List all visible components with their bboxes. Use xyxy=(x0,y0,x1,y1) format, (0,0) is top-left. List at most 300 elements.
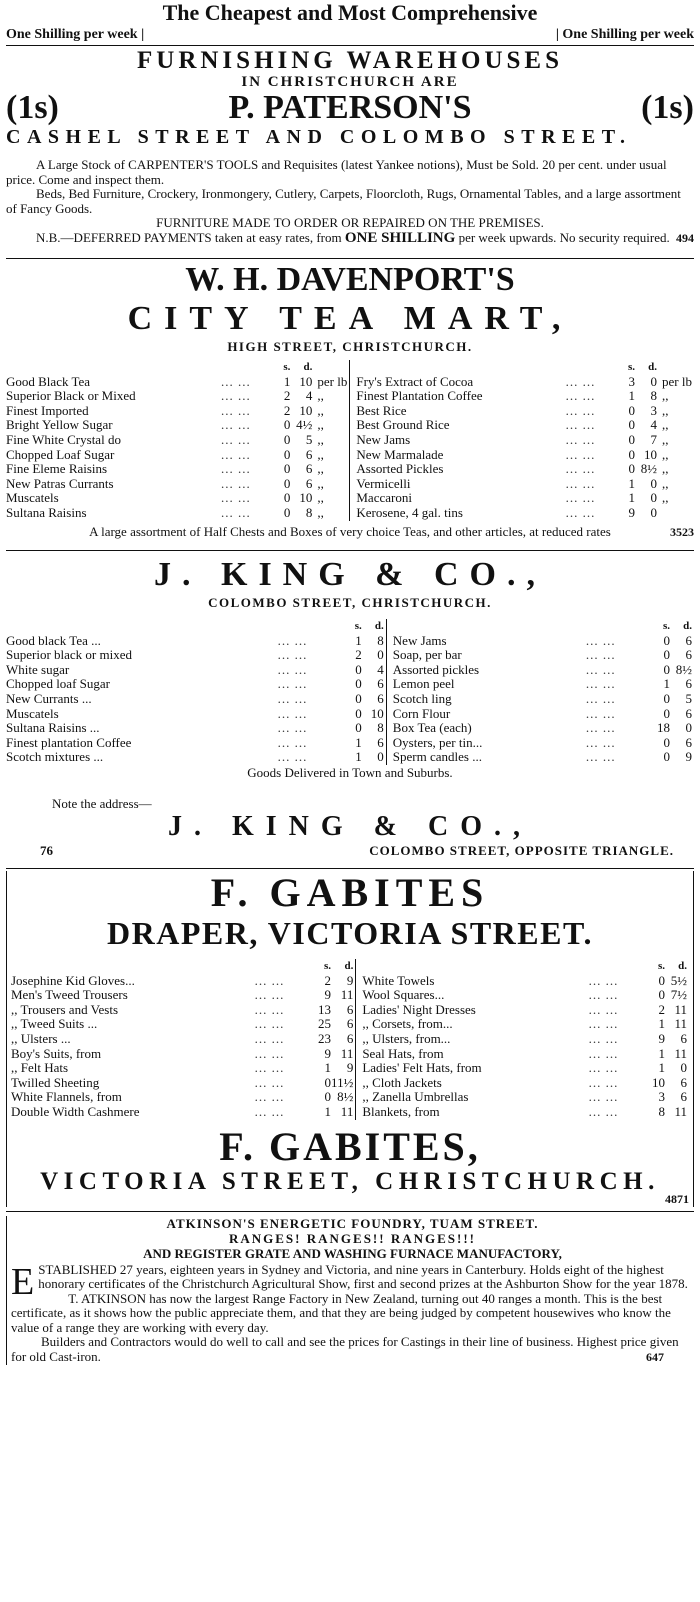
leader-dots: ... ... xyxy=(254,1016,285,1032)
table-row xyxy=(6,707,694,722)
price-shillings: 1 xyxy=(658,1060,665,1076)
leader-dots: ... ... xyxy=(277,661,308,677)
davenport-footer: A large assortment of Half Chests and Boxes of very choice Teas, and other articles, at reduced rates xyxy=(89,523,611,539)
atkinson-paragraph-3: Builders and Contractors would do well to call and see the prices for Castings in their line of business. Highest price given for old Cast-iron. xyxy=(11,1334,679,1364)
price-pence: 11 xyxy=(674,1016,687,1032)
atkinson-subtitle: AND REGISTER GRATE AND WASHING FURNACE MANUFACTORY, xyxy=(143,1245,562,1261)
pence-header: d. xyxy=(683,620,692,633)
leader-dots: ... ... xyxy=(585,691,616,706)
leader-dots: ... ... xyxy=(565,373,596,389)
item-name: Oysters, per tin... xyxy=(392,734,483,750)
price-shillings: 0 xyxy=(283,475,291,491)
price-pence: 8 xyxy=(377,720,384,736)
price-pence: 0 xyxy=(680,1060,687,1076)
item-name: Good black Tea ... xyxy=(6,632,101,648)
king-address: COLOMBO STREET, CHRISTCHURCH. xyxy=(208,595,492,611)
price-unit: ,, xyxy=(662,388,669,404)
item-name: Scotch mixtures ... xyxy=(6,749,104,765)
divider xyxy=(6,258,694,259)
price-pence: 4 xyxy=(377,661,384,677)
leader-dots: ... ... xyxy=(588,972,619,988)
price-pence: 7 xyxy=(650,431,657,447)
leader-dots: ... ... xyxy=(254,1103,285,1119)
price-pence: 10 xyxy=(299,373,313,389)
table-row xyxy=(6,418,694,433)
leader-dots xyxy=(255,959,311,974)
item-name: Seal Hats, from xyxy=(362,1045,444,1061)
pence-header: d. xyxy=(344,959,354,972)
item-name: Superior Black or Mixed xyxy=(6,388,136,404)
pence-header: d. xyxy=(648,361,657,373)
pence-header: d. xyxy=(678,959,687,972)
price-pence: 6 xyxy=(346,1016,354,1032)
shilling-left: One Shilling per week | xyxy=(6,27,145,42)
item-name: Assorted Pickles xyxy=(356,461,444,477)
leader-dots: ... ... xyxy=(585,749,616,765)
item-name: Maccaroni xyxy=(356,490,412,506)
atkinson-p1-text: STABLISHED 27 years, eighteen years in Sydney and Victoria, and nine years in Canterbury. Holds eight of the highest honorary certificates of the Christchurch Agricultural Show, first and second prizes at the Ashburton Show for the year 1878. xyxy=(38,1261,688,1291)
table-row xyxy=(6,677,694,692)
price-unit: ,, xyxy=(317,490,324,506)
king-name-2: J. KING & CO., xyxy=(168,810,532,842)
price-pence: 11 xyxy=(674,1045,687,1061)
price-pence: 11 xyxy=(340,1045,354,1061)
table-row xyxy=(11,1076,689,1091)
king-footer: Goods Delivered in Town and Suburbs. xyxy=(247,764,453,780)
leader-dots xyxy=(586,619,650,634)
price-shillings: 2 xyxy=(355,647,362,663)
price-pence: 6 xyxy=(377,734,384,750)
item-name: Corn Flour xyxy=(392,705,451,721)
davenport-name: W. H. DAVENPORT'S xyxy=(185,261,515,298)
shillings-header: s. xyxy=(354,620,362,633)
price-pence: 5 xyxy=(685,691,692,706)
item-column-header xyxy=(11,959,255,974)
price-pence: 6 xyxy=(346,1001,354,1017)
price-mark-left: (1s) xyxy=(6,89,59,126)
item-name: ,, Corsets, from... xyxy=(362,1016,453,1032)
table-row xyxy=(6,404,694,419)
leader-dots: ... ... xyxy=(254,1089,285,1105)
price-pence: 11 xyxy=(674,1001,687,1017)
price-unit: ,, xyxy=(317,402,324,418)
price-shillings: 0 xyxy=(663,749,670,765)
davenport-price-list xyxy=(6,360,694,521)
price-shillings: 0 xyxy=(663,647,670,663)
gabites-advertisement xyxy=(6,871,694,1207)
price-shillings: 3 xyxy=(628,373,635,389)
price-mark-right: (1s) xyxy=(641,89,694,126)
price-unit: ,, xyxy=(662,475,669,491)
leader-dots: ... ... xyxy=(277,705,308,721)
leader-dots: ... ... xyxy=(254,1001,285,1017)
price-shillings: 0 xyxy=(324,1074,332,1090)
leader-dots: ... ... xyxy=(585,705,616,721)
item-name: Ladies' Night Dresses xyxy=(362,1001,476,1017)
leader-dots: ... ... xyxy=(277,676,308,692)
table-row xyxy=(11,1003,689,1018)
price-shillings: 0 xyxy=(355,720,362,736)
price-pence: 5 xyxy=(305,431,313,447)
item-name: New Currants ... xyxy=(6,691,92,706)
leader-dots: ... ... xyxy=(588,987,619,1003)
price-pence: 9 xyxy=(346,1060,354,1076)
leader-dots: ... ... xyxy=(277,749,308,765)
davenport-price-rows xyxy=(6,360,694,521)
price-shillings: 0 xyxy=(283,490,291,506)
price-pence: 11 xyxy=(340,987,354,1003)
king-price-rows xyxy=(6,619,694,765)
gabites-address-2: VICTORIA STREET, CHRISTCHURCH. xyxy=(40,1167,660,1195)
price-shillings: 0 xyxy=(355,661,362,677)
item-column-header xyxy=(6,360,221,375)
table-row xyxy=(6,375,694,390)
pence-header: d. xyxy=(303,361,313,373)
paterson-paragraph-2: Beds, Bed Furniture, Crockery, Ironmongery, Cutlery, Carpets, Floorcloth, Rugs, Ornamental Tables, and a large assortment of Fancy Goods. xyxy=(6,186,681,216)
price-shillings: 1 xyxy=(355,632,362,648)
table-row xyxy=(6,448,694,463)
leader-dots: ... ... xyxy=(221,402,251,418)
king-price-list xyxy=(6,619,694,765)
leader-dots: ... ... xyxy=(221,446,251,462)
price-shillings: 0 xyxy=(628,417,635,433)
price-pence: 6 xyxy=(346,1030,354,1046)
price-unit: ,, xyxy=(662,446,669,462)
price-shillings: 0 xyxy=(283,504,291,520)
table-row xyxy=(6,462,694,477)
column-header-row xyxy=(6,360,694,375)
price-pence: 0 xyxy=(377,749,384,765)
item-name: Josephine Kid Gloves... xyxy=(11,972,135,988)
price-shillings: 0 xyxy=(663,632,670,648)
table-row xyxy=(11,1061,689,1076)
pence-header: d. xyxy=(374,620,384,633)
divider xyxy=(6,1211,694,1212)
item-name: Good Black Tea xyxy=(6,373,91,389)
paterson-shilling-row xyxy=(6,26,694,43)
price-shillings: 0 xyxy=(658,987,665,1003)
leader-dots: ... ... xyxy=(565,461,596,477)
paterson-paragraph-4 xyxy=(6,231,694,246)
price-pence: 6 xyxy=(680,1089,687,1105)
table-row xyxy=(6,750,694,765)
paterson-p4b: ONE SHILLING xyxy=(344,229,456,246)
king-address-2: COLOMBO STREET, OPPOSITE TRIANGLE. xyxy=(369,842,674,858)
price-pence: 6 xyxy=(305,475,313,491)
item-name: Muscatels xyxy=(6,490,59,506)
price-shillings: 0 xyxy=(663,705,670,721)
table-row xyxy=(6,491,694,506)
leader-dots: ... ... xyxy=(277,647,308,663)
item-name: Double Width Cashmere xyxy=(11,1103,140,1119)
price-shillings: 0 xyxy=(663,734,670,750)
price-shillings: 1 xyxy=(658,1016,665,1032)
leader-dots: ... ... xyxy=(588,1045,619,1061)
leader-dots: ... ... xyxy=(588,1103,619,1119)
item-name: Ladies' Felt Hats, from xyxy=(362,1060,482,1076)
price-shillings: 1 xyxy=(663,676,670,692)
price-unit: ,, xyxy=(662,461,669,477)
price-pence: 4 xyxy=(650,417,657,433)
gabites-name-2: F. GABITES, xyxy=(219,1123,481,1169)
item-name: Bright Yellow Sugar xyxy=(6,417,113,433)
price-shillings: 0 xyxy=(663,661,670,677)
item-name: Boy's Suits, from xyxy=(11,1045,102,1061)
divider xyxy=(6,45,694,46)
leader-dots: ... ... xyxy=(221,373,251,389)
item-name: White Towels xyxy=(362,972,435,988)
leader-dots: ... ... xyxy=(585,720,616,736)
price-shillings: 9 xyxy=(658,1030,665,1046)
king-number: 76 xyxy=(40,842,53,858)
leader-dots: ... ... xyxy=(277,632,308,648)
paterson-headline: The Cheapest and Most Comprehensive xyxy=(162,0,538,25)
king-advertisement xyxy=(6,555,694,858)
shillings-header: s. xyxy=(283,361,291,373)
price-pence: 0 xyxy=(650,475,657,491)
shilling-right: | One Shilling per week xyxy=(555,27,694,42)
table-row xyxy=(11,988,689,1003)
leader-dots xyxy=(221,360,270,375)
unit-column-header xyxy=(314,360,350,375)
price-shillings: 0 xyxy=(283,461,291,477)
price-shillings: 0 xyxy=(283,431,291,447)
table-row xyxy=(6,692,694,707)
price-pence: 6 xyxy=(685,647,692,663)
price-pence: 6 xyxy=(685,676,692,692)
leader-dots: ... ... xyxy=(588,1074,619,1090)
item-name: ,, Tweed Suits ... xyxy=(11,1016,98,1032)
price-unit: ,, xyxy=(662,490,669,506)
paterson-paragraph-3: FURNITURE MADE TO ORDER OR REPAIRED ON THE PREMISES. xyxy=(156,215,544,230)
leader-dots xyxy=(589,959,645,974)
leader-dots: ... ... xyxy=(221,431,251,447)
leader-dots: ... ... xyxy=(277,691,308,706)
price-pence: 6 xyxy=(680,1030,687,1046)
leader-dots: ... ... xyxy=(221,461,251,477)
item-name: New Patras Currants xyxy=(6,475,114,491)
table-row xyxy=(6,389,694,404)
price-pence: 9 xyxy=(685,749,692,765)
item-name: Scotch ling xyxy=(392,691,452,706)
king-name: J. KING & CO., xyxy=(154,556,546,594)
item-name: Wool Squares... xyxy=(362,987,445,1003)
price-pence: 6 xyxy=(305,461,313,477)
price-shillings: 9 xyxy=(324,1045,332,1061)
item-name: Lemon peel xyxy=(392,676,455,692)
unit-column-header xyxy=(659,360,694,375)
gabites-price-list xyxy=(11,959,689,1120)
leader-dots: ... ... xyxy=(585,661,616,677)
shillings-header: s. xyxy=(657,959,665,972)
leader-dots: ... ... xyxy=(565,417,596,433)
price-unit: ,, xyxy=(317,417,324,433)
gabites-price-rows xyxy=(11,959,689,1120)
item-name: Finest Plantation Coffee xyxy=(356,388,483,404)
item-name: Chopped Loaf Sugar xyxy=(6,446,115,462)
paterson-number: 494 xyxy=(676,231,694,245)
table-row xyxy=(6,663,694,678)
table-row xyxy=(6,648,694,663)
price-pence: 0 xyxy=(650,504,657,520)
price-pence: 6 xyxy=(305,446,313,462)
item-column-header xyxy=(393,619,586,634)
leader-dots: ... ... xyxy=(254,1074,285,1090)
price-shillings: 1 xyxy=(283,373,291,389)
price-unit xyxy=(659,506,694,521)
leader-dots: ... ... xyxy=(585,676,616,692)
atkinson-ranges: RANGES! RANGES!! RANGES!!! xyxy=(228,1230,476,1246)
leader-dots: ... ... xyxy=(565,490,596,506)
price-shillings: 0 xyxy=(663,691,670,706)
leader-dots: ... ... xyxy=(254,1060,285,1076)
item-name: New Jams xyxy=(356,431,411,447)
davenport-advertisement xyxy=(6,261,694,540)
column-header-row xyxy=(11,959,689,974)
price-shillings: 0 xyxy=(658,972,665,988)
price-pence: 6 xyxy=(685,705,692,721)
price-shillings: 0 xyxy=(628,461,635,477)
item-name: ,, Trousers and Vests xyxy=(11,1001,119,1017)
item-name: Finest plantation Coffee xyxy=(6,734,132,750)
price-pence: 5½ xyxy=(670,972,687,988)
leader-dots: ... ... xyxy=(254,987,285,1003)
item-column-header xyxy=(356,360,565,375)
leader-dots: ... ... xyxy=(254,1030,285,1046)
atkinson-number: 647 xyxy=(646,1350,664,1364)
leader-dots: ... ... xyxy=(585,632,616,648)
item-name: New Jams xyxy=(392,632,447,648)
table-row xyxy=(6,721,694,736)
leader-dots: ... ... xyxy=(221,475,251,491)
table-row xyxy=(11,1105,689,1120)
price-shillings: 0 xyxy=(628,402,635,418)
table-row xyxy=(11,1032,689,1047)
atkinson-paragraph-1 xyxy=(11,1260,694,1303)
leader-dots xyxy=(278,619,342,634)
paterson-advertisement xyxy=(6,0,694,246)
item-name: Sultana Raisins ... xyxy=(6,720,100,736)
item-name: White sugar xyxy=(6,661,70,677)
item-name: ,, Ulsters ... xyxy=(11,1030,71,1046)
gabites-name: F. GABITES xyxy=(210,869,490,915)
paterson-name: P. PATERSON'S xyxy=(228,89,472,126)
price-pence: 6 xyxy=(377,691,384,706)
leader-dots: ... ... xyxy=(277,720,308,736)
table-row xyxy=(11,1090,689,1105)
price-pence: 10 xyxy=(299,490,313,506)
price-pence: 3 xyxy=(650,402,657,418)
king-address-row xyxy=(6,843,694,858)
price-shillings: 1 xyxy=(628,475,635,491)
table-row xyxy=(6,736,694,751)
price-pence: 4 xyxy=(305,388,313,404)
price-shillings: 8 xyxy=(658,1103,665,1119)
price-shillings: 0 xyxy=(355,705,362,721)
davenport-title: CITY TEA MART, xyxy=(127,300,573,337)
price-unit: ,, xyxy=(662,402,669,418)
divider xyxy=(6,868,694,869)
price-pence: 8 xyxy=(305,504,313,520)
price-unit: per lb xyxy=(662,373,692,389)
price-shillings: 0 xyxy=(283,446,291,462)
leader-dots xyxy=(566,360,615,375)
price-pence: 4½ xyxy=(296,417,313,433)
item-name: Vermicelli xyxy=(356,475,411,491)
table-row xyxy=(6,433,694,448)
price-shillings: 1 xyxy=(355,749,362,765)
price-unit: ,, xyxy=(317,431,324,447)
davenport-number: 3523 xyxy=(670,525,694,540)
item-column-header xyxy=(6,619,278,634)
item-name: Blankets, from xyxy=(362,1103,440,1119)
price-shillings: 1 xyxy=(324,1103,332,1119)
price-shillings: 18 xyxy=(657,720,670,736)
price-unit: ,, xyxy=(317,461,324,477)
price-pence: 0 xyxy=(685,720,692,736)
price-shillings: 2 xyxy=(324,972,332,988)
item-name: ,, Ulsters, from... xyxy=(362,1030,451,1046)
item-name: Muscatels xyxy=(6,705,59,721)
shillings-header: s. xyxy=(324,959,332,972)
price-pence: 10 xyxy=(299,402,313,418)
price-pence: 8 xyxy=(650,388,657,404)
price-pence: 7½ xyxy=(670,987,687,1003)
leader-dots: ... ... xyxy=(565,504,596,520)
price-pence: 0 xyxy=(650,490,657,506)
leader-dots: ... ... xyxy=(221,490,251,506)
shillings-header: s. xyxy=(662,620,670,633)
paterson-title: FURNISHING WAREHOUSES xyxy=(137,47,563,74)
price-shillings: 1 xyxy=(355,734,362,750)
item-name: Fine Eleme Raisins xyxy=(6,461,108,477)
paterson-p4c: per week upwards. No security required. xyxy=(458,229,670,245)
leader-dots: ... ... xyxy=(585,647,616,663)
item-name: Kerosene, 4 gal. tins xyxy=(356,504,463,520)
item-name: White Flannels, from xyxy=(11,1089,122,1105)
table-row xyxy=(6,477,694,492)
atkinson-title: ATKINSON'S ENERGETIC FOUNDRY, TUAM STREET. xyxy=(166,1215,539,1231)
item-name: New Marmalade xyxy=(356,446,444,462)
price-pence: 8 xyxy=(377,632,384,648)
price-pence: 10 xyxy=(644,446,657,462)
item-name: Sultana Raisins xyxy=(6,504,87,520)
table-row xyxy=(11,974,689,989)
item-column-header xyxy=(362,959,588,974)
davenport-address: HIGH STREET, CHRISTCHURCH. xyxy=(227,339,473,354)
leader-dots: ... ... xyxy=(565,446,596,462)
price-pence: 9 xyxy=(346,972,354,988)
price-pence: 6 xyxy=(377,676,384,692)
price-unit: ,, xyxy=(662,431,669,447)
price-pence: 0 xyxy=(650,373,657,389)
atkinson-paragraph-2: T. ATKINSON has now the largest Range Factory in New Zealand, turning out 40 ranges a month. This is the best certificate, as it shows how the public appreciate them, and that they are being judged by competent housewives who know the value of a range they are working with every day. xyxy=(11,1290,671,1335)
price-pence: 8½ xyxy=(337,1089,354,1105)
price-unit: ,, xyxy=(317,388,324,404)
gabites-number: 4871 xyxy=(665,1191,689,1206)
item-name: ,, Zanella Umbrellas xyxy=(362,1089,469,1105)
item-name: Soap, per bar xyxy=(392,647,462,663)
table-row xyxy=(11,1047,689,1062)
price-shillings: 1 xyxy=(628,490,635,506)
price-shillings: 0 xyxy=(283,417,291,433)
leader-dots: ... ... xyxy=(585,734,616,750)
price-shillings: 2 xyxy=(658,1001,665,1017)
price-shillings: 3 xyxy=(658,1089,665,1105)
divider xyxy=(6,550,694,551)
atkinson-advertisement xyxy=(6,1216,694,1366)
price-pence: 0 xyxy=(377,647,384,663)
